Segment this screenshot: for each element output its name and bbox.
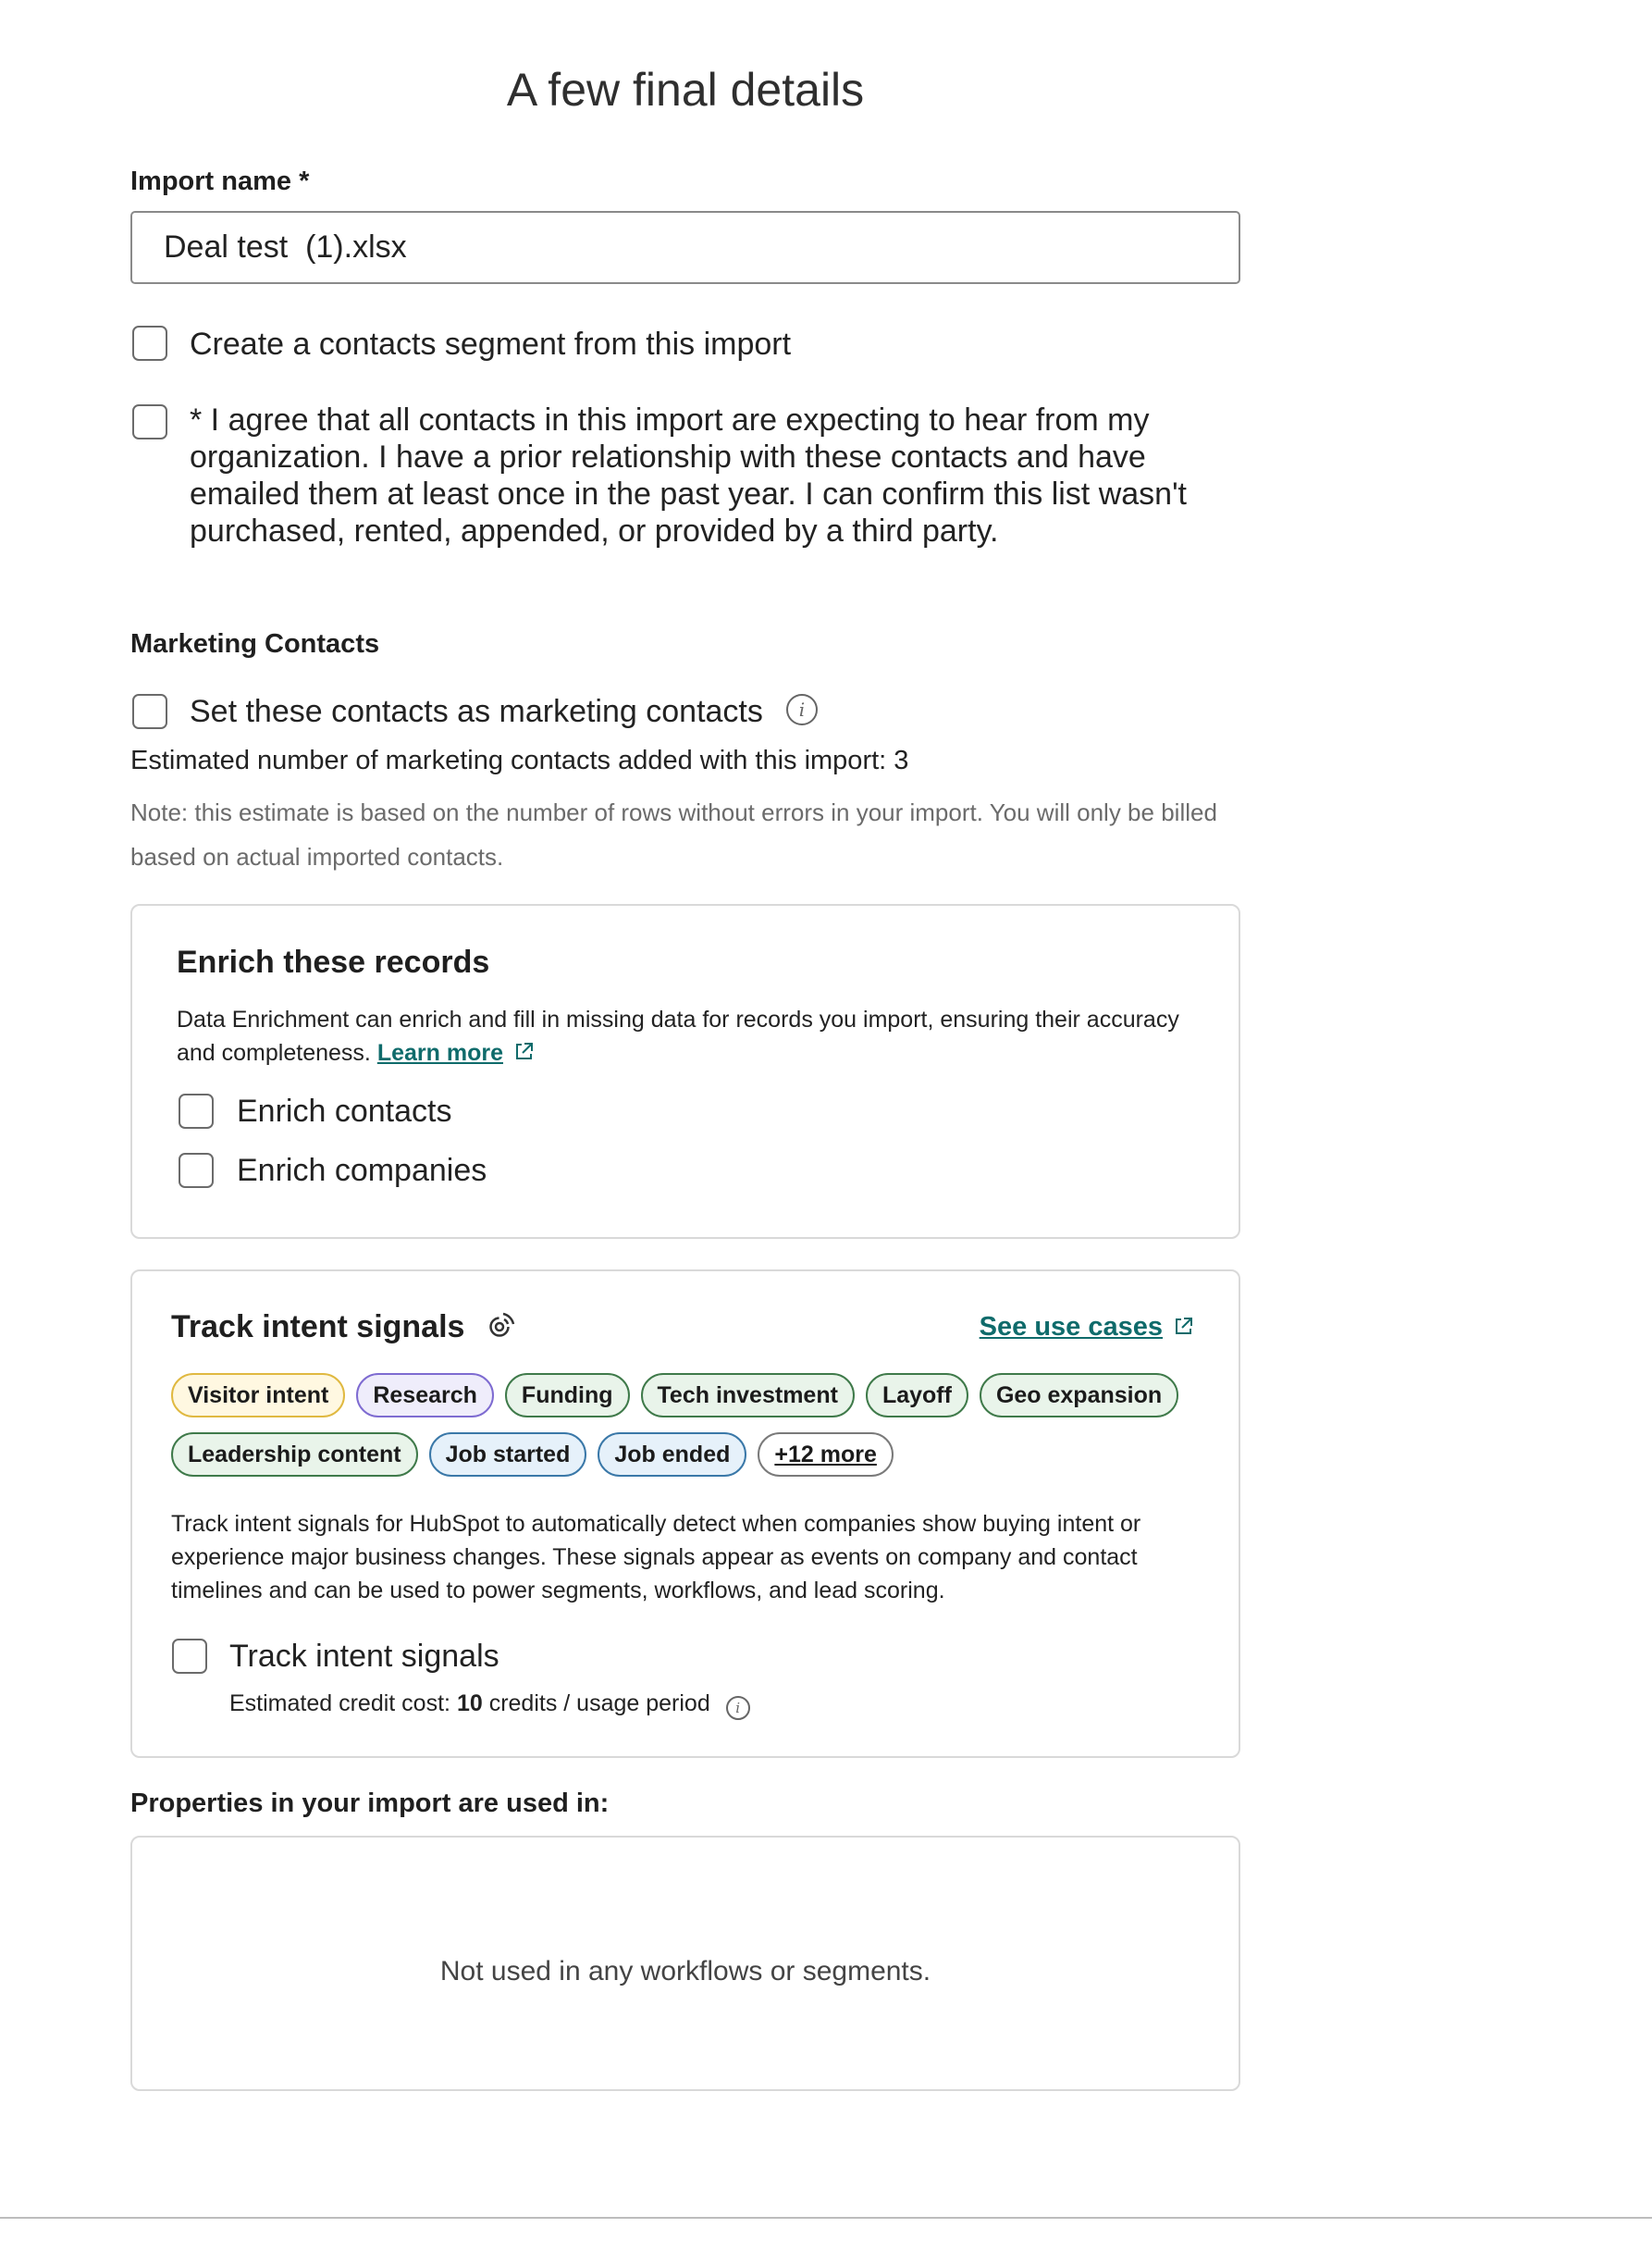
signal-icon [485,1308,518,1342]
enrich-description [177,1003,1194,1070]
credit-cost-value: 10 [456,1690,483,1716]
intent-tag-list [171,1373,1226,1491]
track-intent-label: Track intent signals [229,1639,499,1674]
intent-tag: Research [356,1373,494,1417]
enrich-card [130,904,1240,1239]
marketing-note: Note: this estimate is based on the number of rows without errors in your import. You will only be billed based on actual imported contacts. [130,798,1217,871]
info-icon[interactable]: i [726,1696,750,1720]
intent-description: Track intent signals for HubSpot to automatically detect when companies show buying intent or experience major business changes. These signals appear as events on company and contact timelines and can be used to power segments, workflows, and lead scoring. [171,1511,1141,1603]
enrich-companies-checkbox[interactable] [179,1153,214,1188]
intent-tag: Leadership content [171,1432,418,1477]
import-name-input[interactable] [130,211,1240,284]
create-segment-label: Create a contacts segment from this import [190,327,792,362]
credit-cost-prefix: Estimated credit cost: [229,1690,457,1716]
more-tags-link[interactable]: +12 more [758,1432,894,1477]
intent-tag: Tech investment [641,1373,855,1417]
marketing-contacts-label: Set these contacts as marketing contacts [190,694,763,729]
intent-tag: Job started [429,1432,587,1477]
footer-divider [0,2217,1652,2219]
intent-title-text: Track intent signals [171,1309,465,1344]
marketing-contacts-checkbox[interactable] [132,694,167,729]
properties-heading: Properties in your import are used in: [130,1788,610,1818]
intent-card [130,1269,1240,1758]
intent-title [171,1308,518,1345]
page-title: A few final details [506,64,865,116]
marketing-estimate: Estimated number of marketing contacts added with this import: 3 [130,746,909,775]
properties-card [130,1836,1240,2091]
external-link-icon [512,1041,535,1063]
see-use-cases[interactable] [980,1312,1194,1343]
intent-tag: Geo expansion [980,1373,1178,1417]
see-use-cases-link[interactable]: See use cases [979,1312,1163,1342]
info-icon[interactable]: i [786,694,818,725]
create-segment-checkbox[interactable] [132,326,167,361]
consent-checkbox[interactable] [132,404,167,439]
enrich-companies-label: Enrich companies [237,1153,487,1188]
empty-message: Not used in any workflows or segments. [439,1956,931,1987]
credit-cost [229,1690,750,1720]
enrich-title: Enrich these records [177,945,490,980]
intent-tag: Funding [505,1373,630,1417]
credit-cost-suffix: credits / usage period [482,1690,710,1716]
intent-tag: Layoff [866,1373,968,1417]
enrich-contacts-checkbox[interactable] [179,1094,214,1129]
external-link-icon [1172,1316,1194,1338]
enrich-description-text: Data Enrichment can enrich and fill in missing data for records you import, ensuring their accuracy and completeness. [177,1007,1179,1066]
consent-label: * I agree that all contacts in this import are expecting to hear from my organization. I have a prior relationship with these contacts and have emailed them at least once in the past year. I can confirm this list wasn't purchased, rented, appended, or provided by a third party. [190,402,1188,549]
intent-tag: Job ended [598,1432,746,1477]
enrich-contacts-label: Enrich contacts [237,1094,452,1129]
intent-tag: Visitor intent [171,1373,345,1417]
marketing-contacts-heading: Marketing Contacts [130,629,380,659]
learn-more-link[interactable]: Learn more [376,1040,503,1066]
import-name-label: Import name * [130,167,310,196]
track-intent-checkbox[interactable] [172,1639,207,1674]
